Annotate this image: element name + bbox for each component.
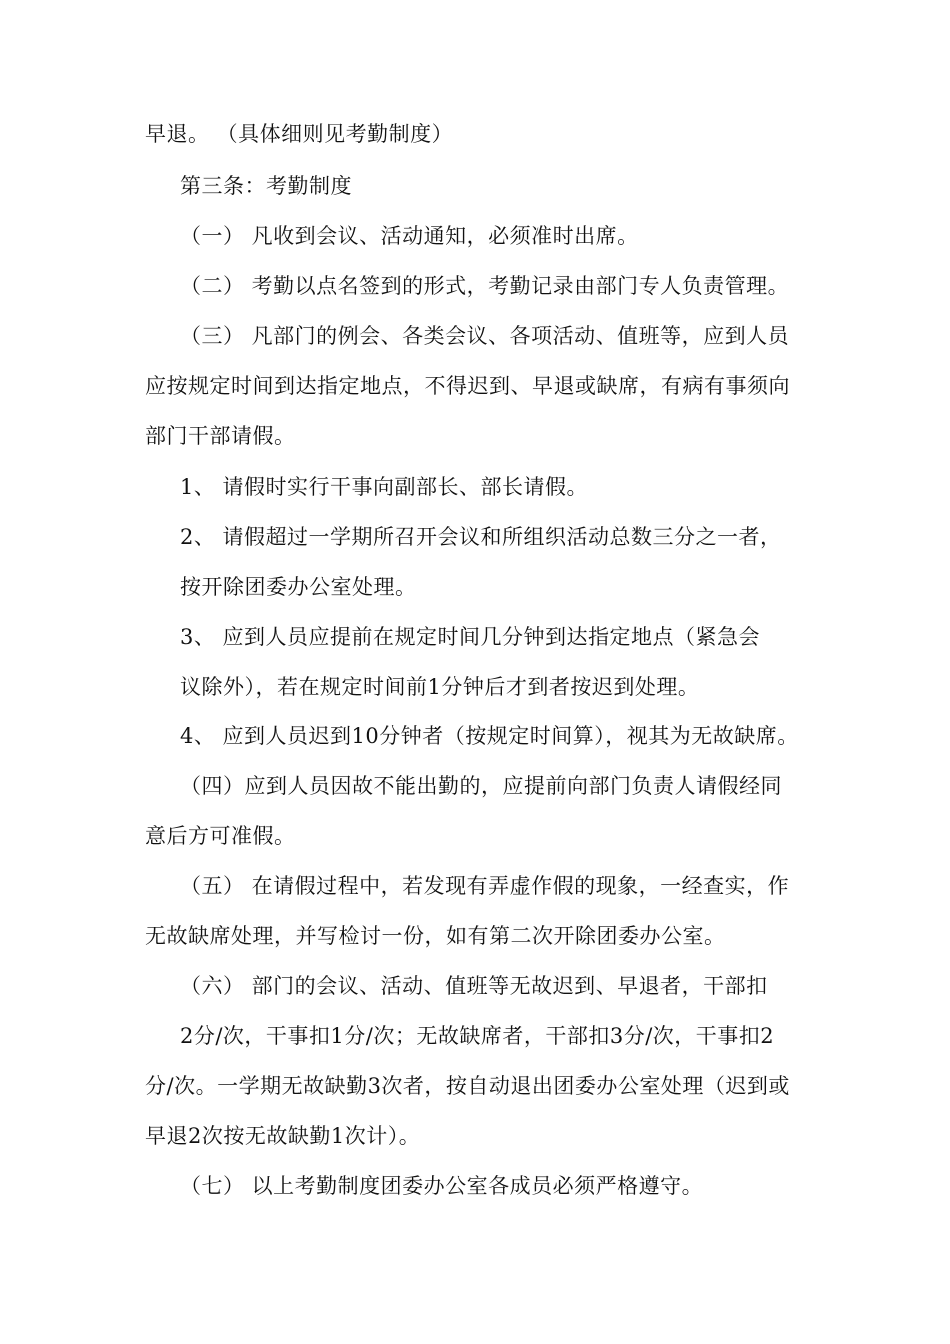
- clause-3-line-2: 应按规定时间到达指定地点，不得迟到、早退或缺席，有病有事须向: [145, 374, 790, 398]
- clause-2: （二） 考勤以点名签到的形式，考勤记录由部门专人负责管理。: [180, 274, 790, 298]
- clause-6-line-2: 2分/次，干事扣1分/次；无故缺席者，干部扣3分/次，干事扣2: [180, 1024, 775, 1048]
- clause-6-line-4: 早退2次按无故缺勤1次计）。: [145, 1124, 421, 1148]
- clause-3-line-1: （三） 凡部门的例会、各类会议、各项活动、值班等，应到人员: [180, 324, 790, 348]
- item-1: 1、 请假时实行干事向副部长、部长请假。: [180, 475, 589, 499]
- item-4: 4、 应到人员迟到10分钟者（按规定时间算），视其为无故缺席。: [180, 724, 799, 748]
- clause-6-line-1: （六） 部门的会议、活动、值班等无故迟到、早退者，干部扣: [180, 974, 768, 998]
- clause-7: （七） 以上考勤制度团委办公室各成员必须严格遵守。: [180, 1174, 704, 1198]
- item-3-line-2: 议除外），若在规定时间前1分钟后才到者按迟到处理。: [180, 675, 700, 699]
- clause-5-line-2: 无故缺席处理，并写检讨一份，如有第二次开除团委办公室。: [145, 924, 726, 948]
- item-3-line-1: 3、 应到人员应提前在规定时间几分钟到达指定地点（紧急会: [180, 625, 761, 649]
- item-2-line-1: 2、 请假超过一学期所召开会议和所组织活动总数三分之一者，: [180, 525, 782, 549]
- clause-6-line-3: 分/次。一学期无故缺勤3次者，按自动退出团委办公室处理（迟到或: [145, 1074, 790, 1098]
- clause-1: （一） 凡收到会议、活动通知，必须准时出席。: [180, 224, 639, 248]
- item-2-line-2: 按开除团委办公室处理。: [180, 575, 417, 599]
- article-heading: 第三条：考勤制度: [180, 174, 352, 198]
- text-line-early-leave: 早退。 （具体细则见考勤制度）: [145, 122, 454, 146]
- clause-3-line-3: 部门干部请假。: [145, 424, 296, 448]
- clause-5-line-1: （五） 在请假过程中，若发现有弄虚作假的现象，一经查实，作: [180, 874, 790, 898]
- clause-4-line-2: 意后方可准假。: [145, 824, 296, 848]
- clause-4-line-1: （四）应到人员因故不能出勤的，应提前向部门负责人请假经同: [180, 774, 782, 798]
